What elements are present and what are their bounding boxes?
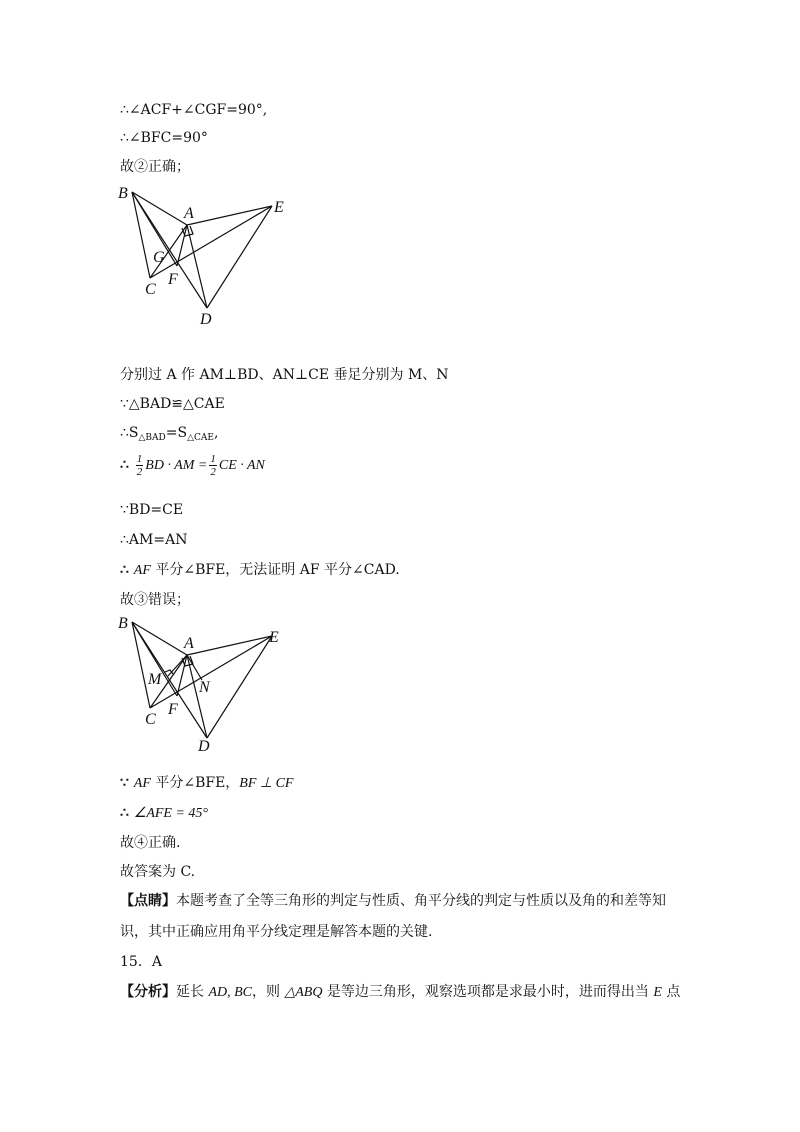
fraction: $\frac{1}{2}$: [210, 452, 216, 478]
text-line: ∴AM=AN: [120, 532, 188, 548]
text-line: 故③错误；: [120, 592, 190, 608]
point-label: C: [145, 711, 156, 728]
math-expression: AD, BC: [208, 985, 253, 1000]
point-label: F: [168, 701, 178, 718]
math-expression: AF: [133, 563, 151, 578]
text-line: [120, 452, 265, 479]
math-expression: BD · AM =: [145, 458, 208, 473]
point-label: E: [269, 629, 279, 646]
subscript: △CAE: [187, 433, 214, 443]
point-label: G: [153, 249, 165, 266]
text-span: ∵: [120, 775, 134, 791]
text-line: [120, 803, 208, 824]
text-span: 平分∠BFE，: [150, 775, 240, 791]
text-line: ∵△BAD≌△CAE: [120, 396, 225, 412]
text-line: [120, 982, 680, 1003]
point-label: A: [184, 635, 194, 652]
text-line: 15．A: [120, 954, 162, 970]
fraction: $\frac{1}{2}$: [136, 452, 143, 478]
text-line: 故②正确；: [120, 159, 190, 175]
point-label: F: [168, 271, 178, 288]
point-label: N: [199, 679, 210, 696]
math-expression: BF ⊥ CF: [239, 776, 294, 791]
geometry-figure-2: [112, 610, 312, 760]
point-label: M: [148, 671, 162, 688]
text-span: ∴: [120, 457, 134, 473]
text-span: ∴S: [120, 425, 139, 441]
math-expression: △ABQ: [284, 985, 323, 1000]
text-line: [120, 773, 294, 794]
math-expression: CE · AN: [218, 458, 265, 473]
text-span: 是等边三角形，观察选项都是求最小时，进而得出当: [322, 984, 654, 1000]
geometry-figure-1: [112, 180, 312, 330]
subscript: △BAD: [138, 433, 166, 443]
text-line: 故答案为 C.: [120, 864, 196, 880]
math-expression: ∠AFE = 45°: [133, 806, 209, 821]
text-span: ∴: [120, 805, 134, 821]
text-line: ∴∠ACF+∠CGF=90°,: [120, 102, 268, 118]
point-label: B: [118, 185, 128, 202]
text-line: 识，其中正确应用角平分线定理是解答本题的关键.: [120, 924, 433, 940]
point-label: D: [200, 311, 212, 328]
text-line: [120, 423, 218, 448]
text-span: ，则: [252, 984, 285, 1000]
point-label: B: [118, 615, 128, 632]
text-span: ∴: [120, 562, 134, 578]
text-line: ∵BD=CE: [120, 502, 184, 518]
math-expression: E: [653, 985, 662, 1000]
text-line: [120, 560, 400, 581]
math-expression: AF: [133, 776, 151, 791]
text-span: ,: [213, 425, 219, 441]
section-tag: 【分析】: [120, 984, 176, 1000]
text-span: 点: [661, 984, 681, 1000]
text-span: 本题考查了全等三角形的判定与性质、角平分线的判定与性质以及角的和差等知: [176, 893, 666, 909]
text-line: 分别过 A 作 AM⊥BD、AN⊥CE 垂足分别为 M、N: [120, 367, 449, 383]
text-line: ∴∠BFC=90°: [120, 130, 208, 146]
point-label: C: [145, 281, 156, 298]
point-label: E: [274, 199, 284, 216]
text-span: =S: [165, 425, 188, 441]
point-label: A: [184, 205, 194, 222]
section-tag: 【点睛】: [120, 893, 176, 909]
text-line: 故④正确.: [120, 835, 181, 851]
text-span: 延长: [176, 984, 209, 1000]
point-label: D: [198, 738, 210, 755]
text-span: 平分∠BFE，无法证明 AF 平分∠CAD.: [150, 562, 400, 578]
text-line: [120, 891, 666, 911]
